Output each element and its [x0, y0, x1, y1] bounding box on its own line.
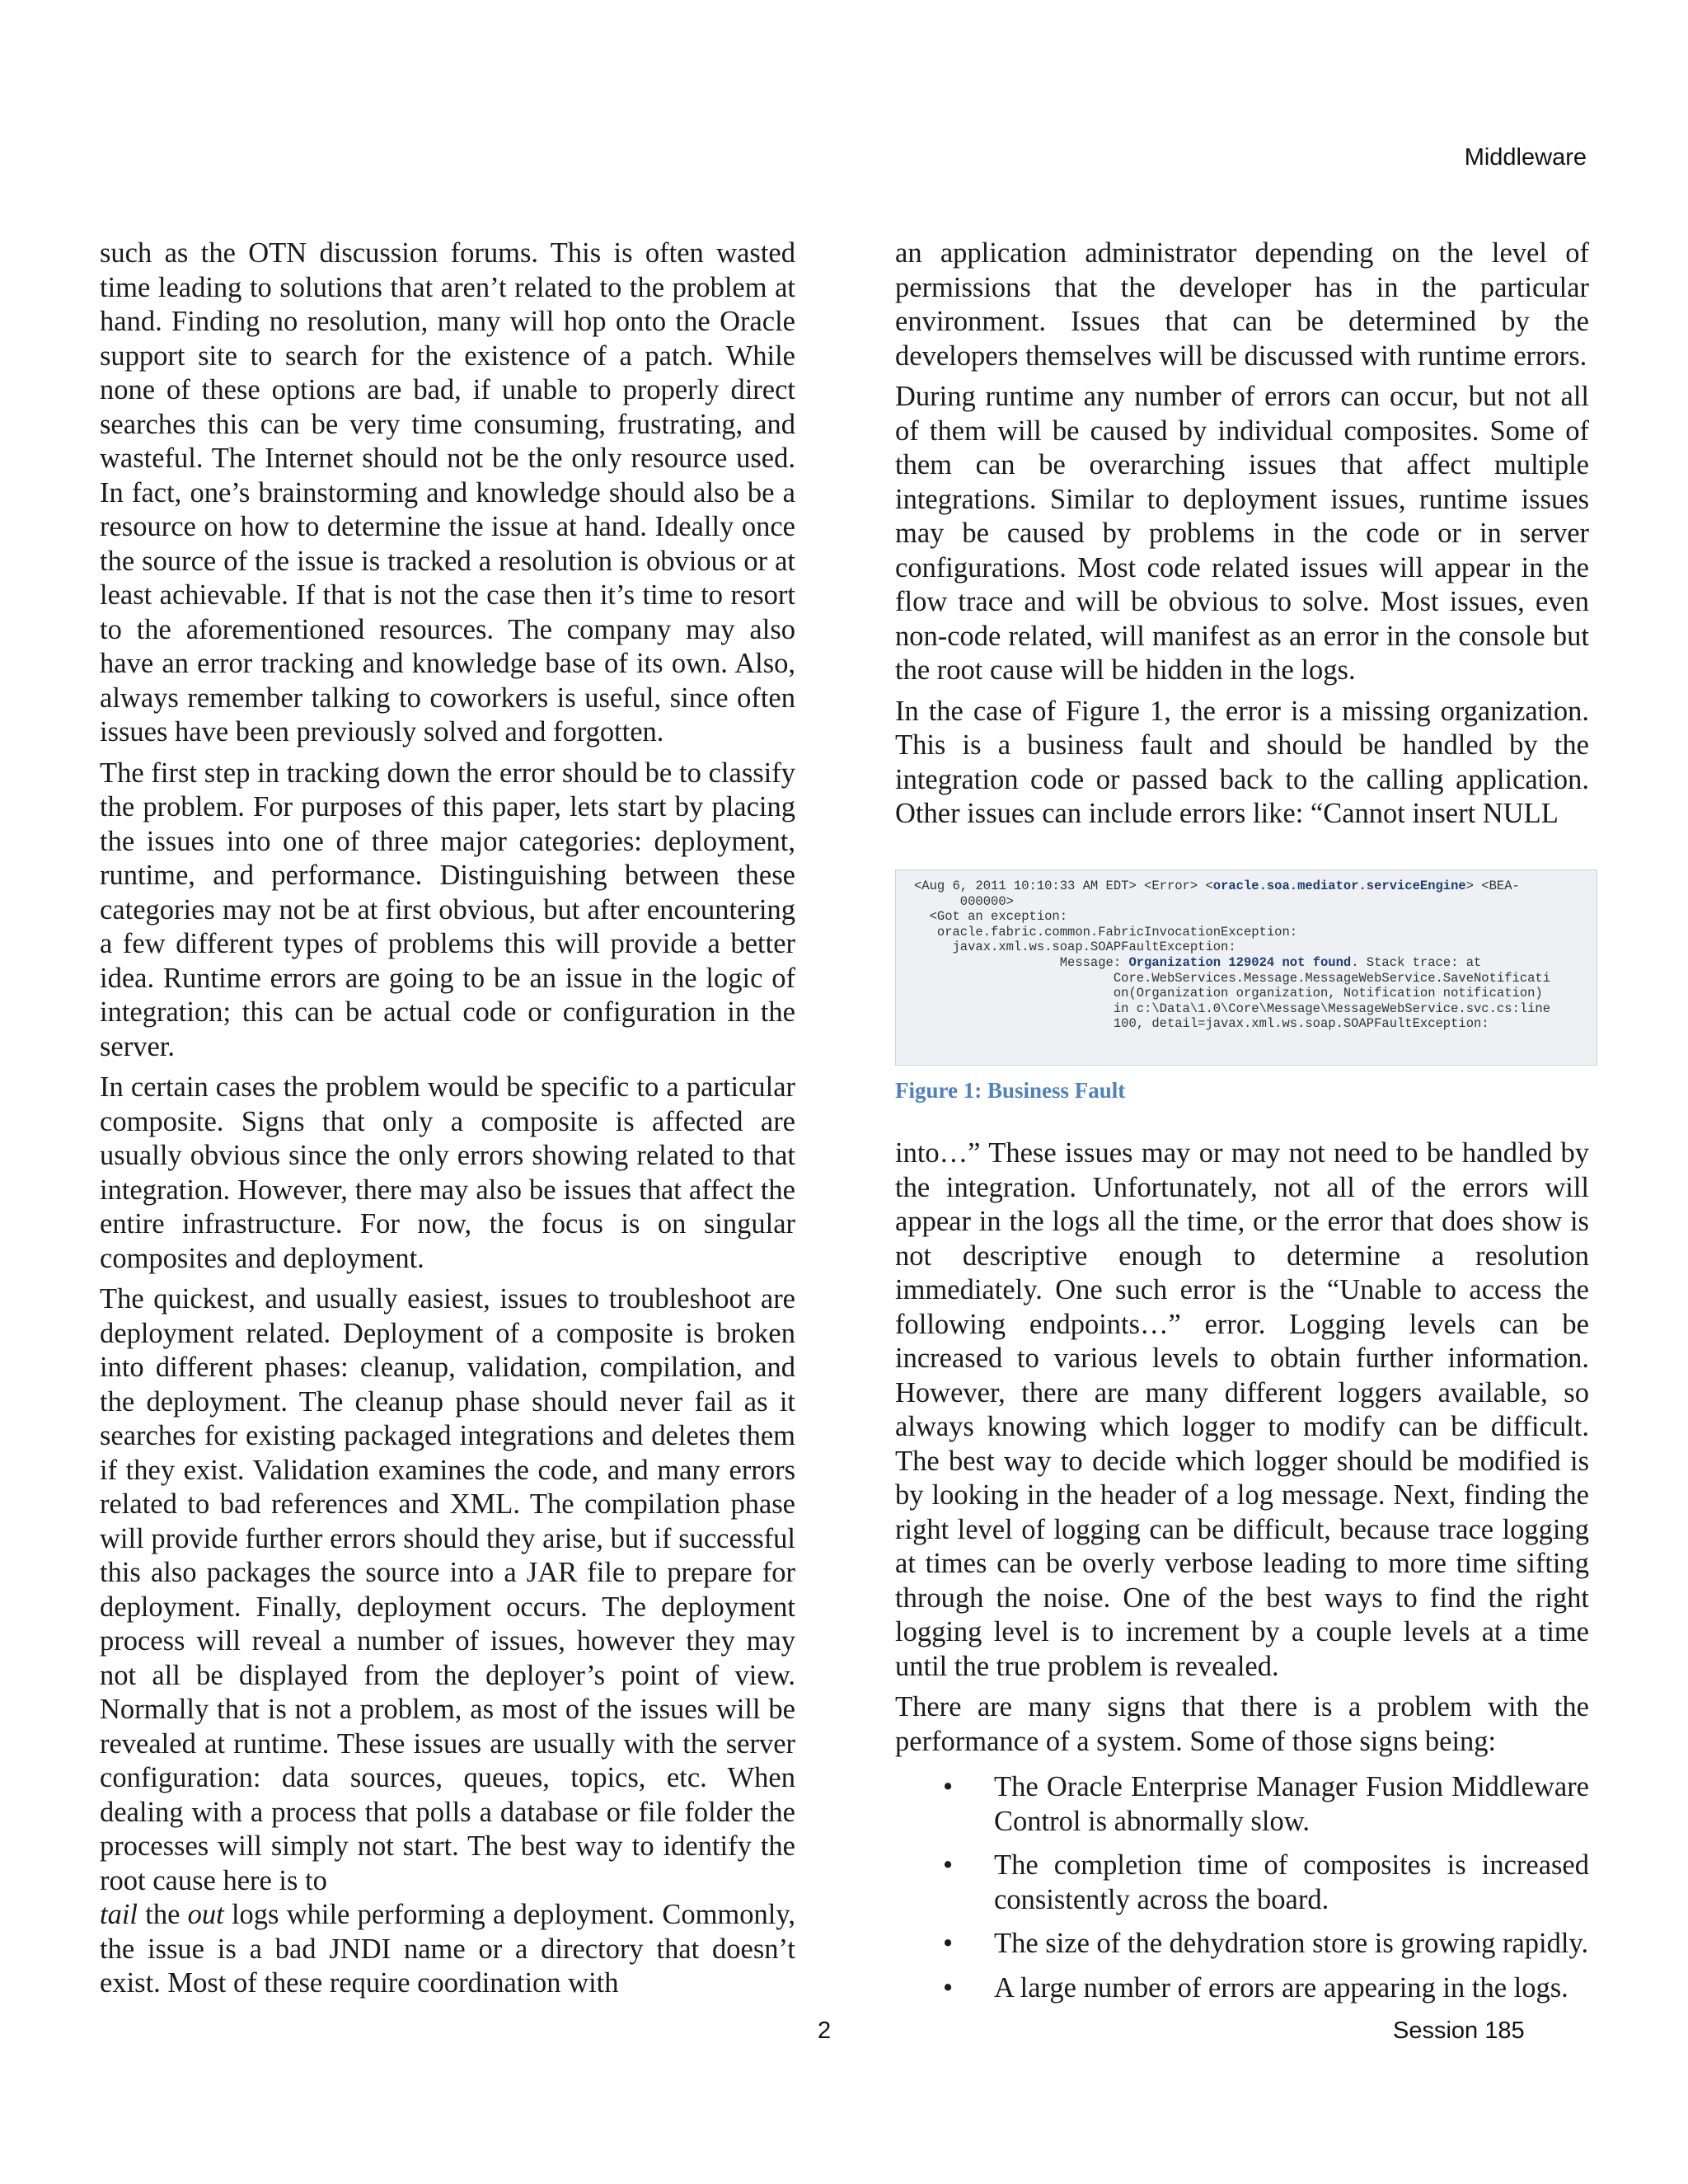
code-line: Message:	[914, 954, 1129, 970]
paragraph: During runtime any number of errors can occur, but not all of them will be caused by individual composites. Some of them can be overarching issues that affect multiple integrations. Similar to deployment issues, runtime issues may be caused by problems in the code or in server configurations. Most code related issues will appear in the flow trace and will be obvious to solve. Most issues, even non-code related, will manifest as an error in the console but the root cause will be hidden in the logs.	[895, 381, 1589, 686]
paragraph-text: the	[138, 1899, 188, 1930]
list-item	[943, 1849, 1589, 1917]
paragraph	[100, 1282, 795, 2001]
list-item-text: A large number of errors are appearing in the logs.	[994, 1971, 1568, 2004]
paragraph: In the case of Figure 1, the error is a missing organization. This is a business fault and should be handled by the integration code or passed back to the calling application. Other issues can include errors like: “Cannot insert NULL	[895, 695, 1589, 829]
paragraph-text: The quickest, and usually easiest, issues to troubleshoot are deployment related. Deployment of a composite is broken into different phases: cleanup, validation, compilation, and the deployment. The cleanup phase should never fail as it searches for existing packaged integrations and deletes them if they exist. Validation examines the code, and many errors related to bad references and XML. The compilation phase will provide further errors should they arise, but if successful this also packages the source into a JAR file to prepare for deployment. Finally, deployment occurs. The deployment process will reveal a number of issues, however they may not all be displayed from the deployer’s point of view. Normally that is not a problem, as most of the issues will be revealed at runtime. These issues are usually with the server configuration: data sources, queues, topics, etc. When dealing with a process that polls a database or file folder the processes will simply not start. The best way to identify the root cause here is to	[100, 1283, 795, 1896]
code-line: javax.xml.ws.soap.SOAPFaultException:	[914, 940, 1236, 955]
list-item-text: The completion time of composites is increased consistently across the board.	[994, 1849, 1589, 1915]
session-label: Session 185	[1393, 2018, 1525, 2044]
list-item	[943, 1971, 1589, 2006]
code-highlight: oracle.soa.mediator.serviceEngine	[1212, 879, 1466, 893]
code-line: Core.WebServices.Message.MessageWebService.SaveNotificati	[914, 970, 1551, 986]
paragraph: The first step in tracking down the error should be to classify the problem. For purposes of this paper, lets start by placing the issues into one of three major categories: deployment, runtime, and performance. Distinguishing between these categories may not be at first obvious, but after encountering a few different types of problems this will provide a better idea. Runtime errors are going to be an issue in the logic of integration; this can be actual code or configuration in the server.	[100, 757, 795, 1062]
emphasis-text: out	[187, 1899, 224, 1930]
bullet-icon: •	[943, 1849, 954, 1881]
page-number: 2	[818, 2018, 832, 2044]
paragraph: There are many signs that there is a problem with the performance of a system. Some of those signs being:	[895, 1691, 1589, 1757]
code-line: 100, detail=javax.xml.ws.soap.SOAPFaultException:	[914, 1016, 1489, 1032]
code-highlight: Organization 129024 not found	[1128, 954, 1352, 970]
paragraph: such as the OTN discussion forums. This is often wasted time leading to solutions that aren’t related to the problem at hand. Finding no resolution, many will hop onto the Oracle support site to search for the existence of a patch. While none of these options are bad, if unable to properly direct searches this can be very time consuming, frustrating, and wasteful. The Internet should not be the only resource used. In fact, one’s brainstorming and knowledge should also be a resource on how to determine the issue at hand. Ideally once the source of the issue is tracked a resolution is obvious or at least achievable. If that is not the case then it’s time to resort to the aforementioned resources. The company may also have an error tracking and knowledge base of its own. Also, always remember talking to coworkers is useful, since often issues have been previously solved and forgotten.	[100, 237, 795, 748]
running-header: Middleware	[1464, 144, 1587, 171]
paragraph: into…” These issues may or may not need to be handled by the integration. Unfortunately, not all of the errors will appear in the logs all the time, or the error that does show is not descriptive enough to determine a resolution immediately. One such error is the “Unable to access the following endpoints…” error. Logging levels can be increased to various levels to obtain further information. However, there are many different loggers available, so always knowing which logger to modify can be difficult. The best way to decide which logger should be modified is by looking in the header of a log message. Next, finding the right level of logging can be difficult, because trace logging at times can be overly verbose leading to more time sifting through the noise. One of the best ways to find the right logging level is to increment by a couple levels at a time until the true problem is revealed.	[895, 1137, 1589, 1682]
code-line: on(Organization organization, Notification notification)	[914, 986, 1543, 1001]
list-item	[943, 1770, 1589, 1839]
paragraph: an application administrator depending on the level of permissions that the developer has in the particular environment. Issues that can be determined by the developers themselves will be discussed with runtime errors.	[895, 237, 1589, 372]
figure-code-block	[895, 869, 1597, 1066]
left-column	[100, 237, 795, 2008]
paragraph-text: logs while performing a deployment. Commonly, the issue is a bad JNDI name or a directory that doesn’t exist. Most of these require coordination with	[100, 1899, 795, 1999]
bullet-icon: •	[943, 1771, 954, 1802]
code-line: <Aug 6, 2011 10:10:33 AM EDT> <Error> <	[914, 879, 1213, 893]
bullet-icon: •	[943, 1971, 954, 2004]
right-column-bottom	[895, 1137, 1589, 2015]
list-item-text: The size of the dehydration store is growing rapidly.	[994, 1928, 1589, 1959]
figure-caption: Figure 1: Business Fault	[895, 1078, 1126, 1103]
code-line: 000000>	[914, 893, 1014, 909]
emphasis-text: tail	[100, 1899, 138, 1930]
list-item-text: The Oracle Enterprise Manager Fusion Middleware Control is abnormally slow.	[994, 1771, 1589, 1837]
code-line: > <BEA-	[1465, 879, 1520, 893]
performance-signs-list	[895, 1770, 1589, 2005]
paragraph: In certain cases the problem would be specific to a particular composite. Signs that only a composite is affected are usually obvious since the only errors showing related to that integration. However, there may also be issues that affect the entire infrastructure. For now, the focus is on singular composites and deployment.	[100, 1071, 795, 1274]
bullet-icon: •	[943, 1928, 954, 1959]
code-line: in c:\Data\1.0\Core\Message\MessageWebService.svc.cs:line	[914, 1001, 1551, 1016]
list-item	[943, 1927, 1589, 1961]
code-line: <Got an exception:	[914, 909, 1068, 925]
code-line: . Stack trace: at	[1351, 954, 1482, 970]
right-column-top	[895, 237, 1589, 838]
code-line: oracle.fabric.common.FabricInvocationException:	[914, 924, 1298, 940]
